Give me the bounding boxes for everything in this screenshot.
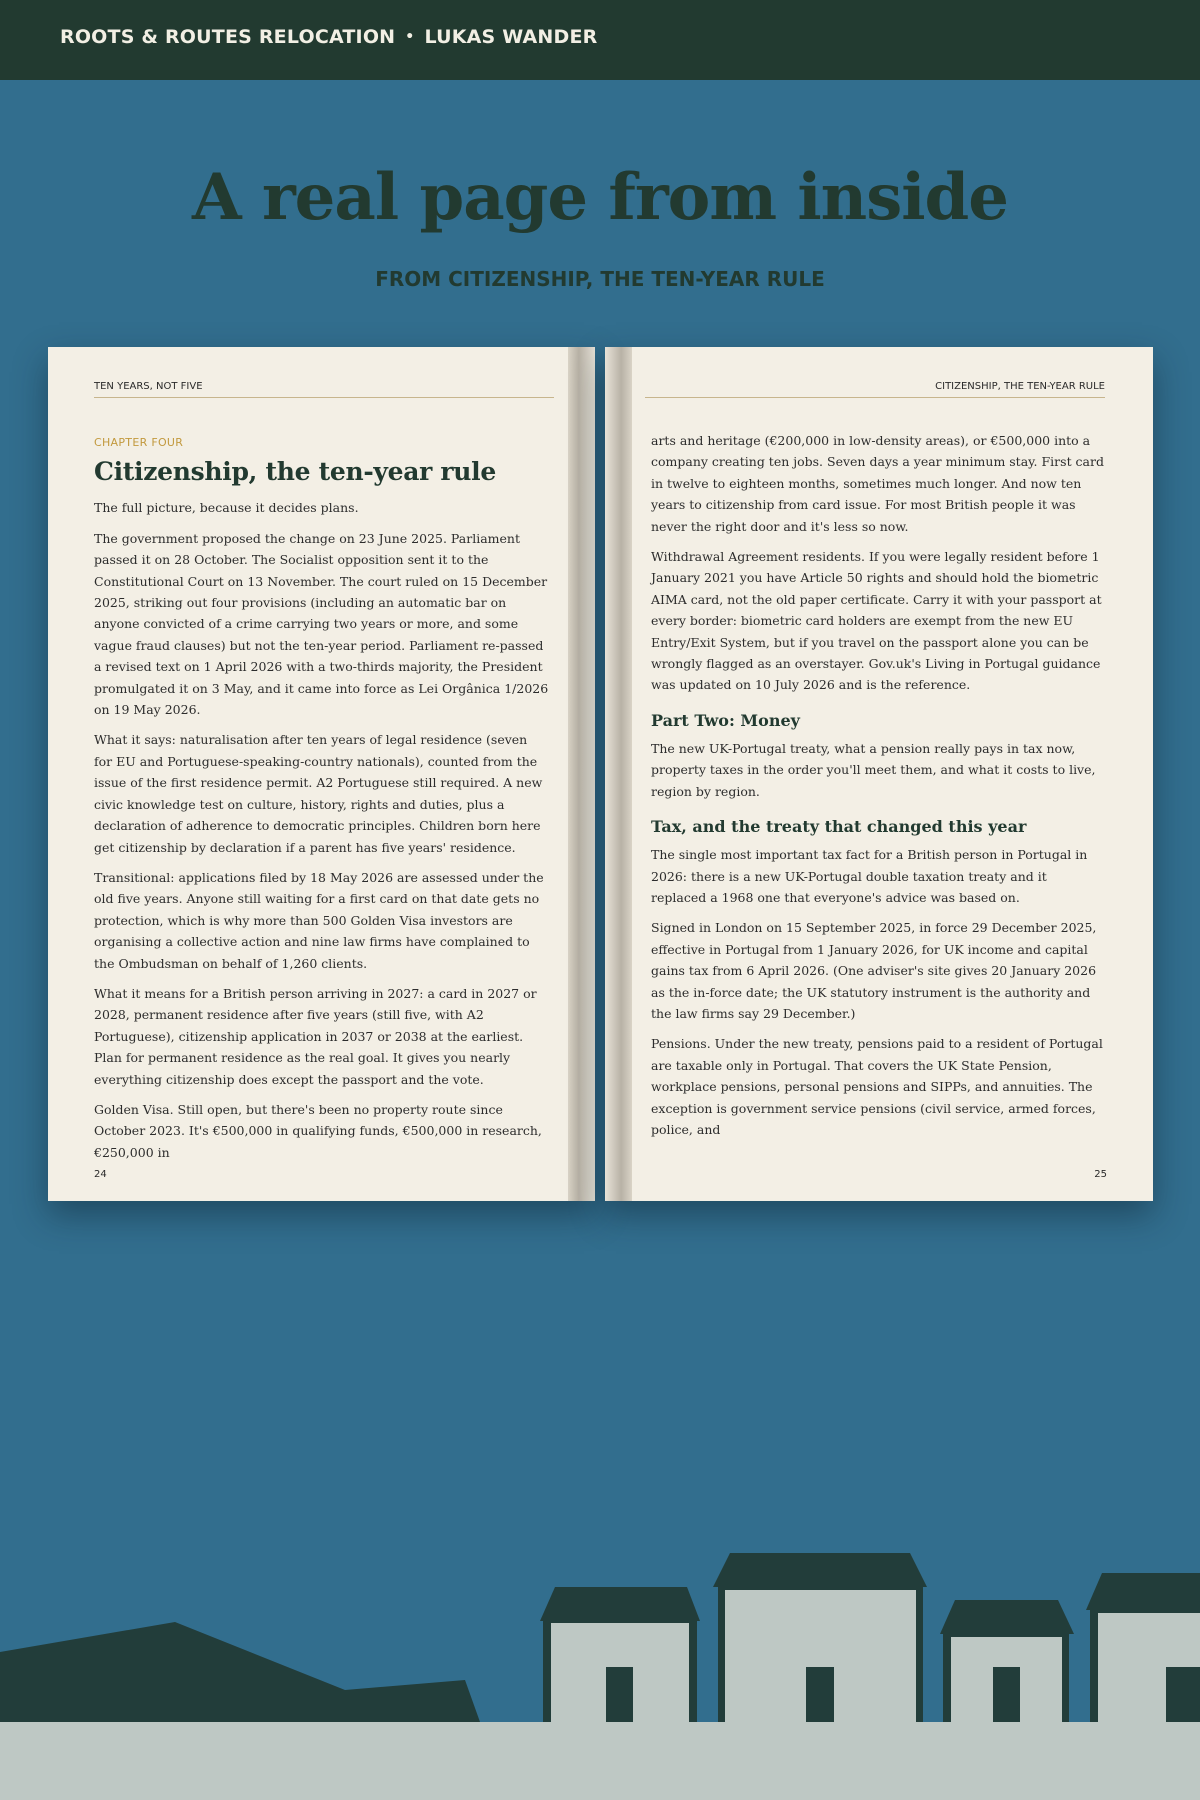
- paragraph: The single most important tax fact for a British person in Portugal in 2026: there is a new UK-Portugal double taxation treaty and it replaced a 1968 one that everyone's advice was based on.: [651, 847, 1088, 905]
- book-page-right: [605, 347, 1153, 1201]
- section-title: Tax, and the treaty that changed this year: [651, 817, 1027, 837]
- house-icon: [713, 1553, 927, 1722]
- brand-line: [60, 26, 598, 48]
- left-page-content: [94, 432, 549, 1172]
- book-page-left: [48, 347, 595, 1201]
- chapter-label: CHAPTER FOUR: [94, 436, 184, 449]
- paragraph: Withdrawal Agreement residents. If you were legally resident before 1 January 2021 you have Article 50 rights and should hold the biometric AIMA card, not the old paper certificate. Carry it with your passport at every border: biometric card holders are exempt from the new EU Entry/Exit System, but if you travel on the passport alone you can be wrongly flagged as an overstayer. Gov.uk's Living in Portugal guidance was updated on 10 July 2026 and is the reference.: [651, 549, 1102, 693]
- house-icon: [540, 1587, 700, 1722]
- paragraph: What it says: naturalisation after ten years of legal residence (seven for EU and Portuguese-speaking-country nationals), counted from the issue of the first residence permit. A2 Portuguese still required. A new civic knowledge test on culture, history, rights and duties, plus a declaration of adherence to democratic principles. Children born here get citizenship by declaration if a parent has five years' residence.: [94, 732, 543, 855]
- hill-silhouette: [0, 1622, 480, 1722]
- page-number-left: 24: [94, 1169, 107, 1180]
- paragraph: Golden Visa. Still open, but there's been no property route since October 2023. It's €500,000 in qualifying funds, €500,000 in research, €250,000 in: [94, 1101, 542, 1160]
- brand-name[interactable]: ROOTS & ROUTES RELOCATION: [60, 26, 396, 48]
- section-title: Part Two: Money: [651, 710, 800, 730]
- top-header-bar: [0, 0, 1200, 80]
- hero-title: A real page from inside: [192, 160, 1008, 235]
- running-head-right: CITIZENSHIP, THE TEN-YEAR RULE: [645, 381, 1105, 398]
- running-head-left: TEN YEARS, NOT FIVE: [94, 381, 554, 398]
- paragraph: arts and heritage (€200,000 in low-density areas), or €500,000 into a company creating ten jobs. Seven days a year minimum stay. First card in twelve to eighteen months, sometimes much longer. And now ten years to citizenship from card issue. For most British people it was never the right door and it's less so now.: [651, 433, 1104, 534]
- paragraph: Signed in London on 15 September 2025, in force 29 December 2025, effective in Portugal from 1 January 2026, for UK income and capital gains tax from 6 April 2026. (One adviser's site gives 20 January 2026 as the in-force date; the UK statutory instrument is the authority and the law firms say 29 December.): [651, 920, 1097, 1021]
- page-number-right: 25: [1094, 1169, 1107, 1180]
- hero-subtitle: FROM CITIZENSHIP, THE TEN-YEAR RULE: [375, 267, 825, 291]
- paragraph: Transitional: applications filed by 18 May 2026 are assessed under the old five years. Anyone still waiting for a first card on that date gets no protection, which is why more than 500 Golden Visa investors are organising a collective action and nine law firms have complained to the Ombudsman on behalf of 1,260 clients.: [94, 869, 544, 971]
- brand-separator: •: [405, 29, 415, 45]
- right-page-content: [651, 430, 1105, 1149]
- village-illustration: [0, 1540, 1200, 1800]
- chapter-title: Citizenship, the ten-year rule: [94, 457, 496, 487]
- house-icon: [1086, 1573, 1200, 1722]
- ground-strip: [0, 1722, 1200, 1800]
- paragraph: The new UK-Portugal treaty, what a pension really pays in tax now, property taxes in the order you'll meet them, and what it costs to live, region by region.: [651, 740, 1096, 799]
- paragraph: The full picture, because it decides plans.: [94, 500, 359, 516]
- author-name[interactable]: LUKAS WANDER: [424, 26, 598, 48]
- paragraph: Pensions. Under the new treaty, pensions paid to a resident of Portugal are taxable only in Portugal. That covers the UK State Pension, workplace pensions, personal pensions and SIPPs, and annuities. The exception is government service pensions (civil service, armed forces, police, and: [651, 1036, 1103, 1137]
- house-icon: [940, 1600, 1074, 1722]
- paragraph: The government proposed the change on 23 June 2025. Parliament passed it on 28 October. The Socialist opposition sent it to the Constitutional Court on 13 November. The court ruled on 15 December 2025, striking out four provisions (including an automatic bar on anyone convicted of a crime carrying two years or more, and some vague fraud clauses) but not the ten-year period. Parliament re-passed a revised text on 1 April 2026 with a two-thirds majority, the President promulgated it on 3 May, and it came into force as Lei Orgânica 1/2026 on 19 May 2026.: [94, 530, 549, 718]
- paragraph: What it means for a British person arriving in 2027: a card in 2027 or 2028, permanent residence after five years (still five, with A2 Portuguese), citizenship application in 2037 or 2038 at the earliest. Plan for permanent residence as the real goal. It gives you nearly everything citizenship does except the passport and the vote.: [94, 985, 537, 1087]
- page-gutter-shadow: [568, 347, 595, 1201]
- page-gutter-shadow: [605, 347, 632, 1201]
